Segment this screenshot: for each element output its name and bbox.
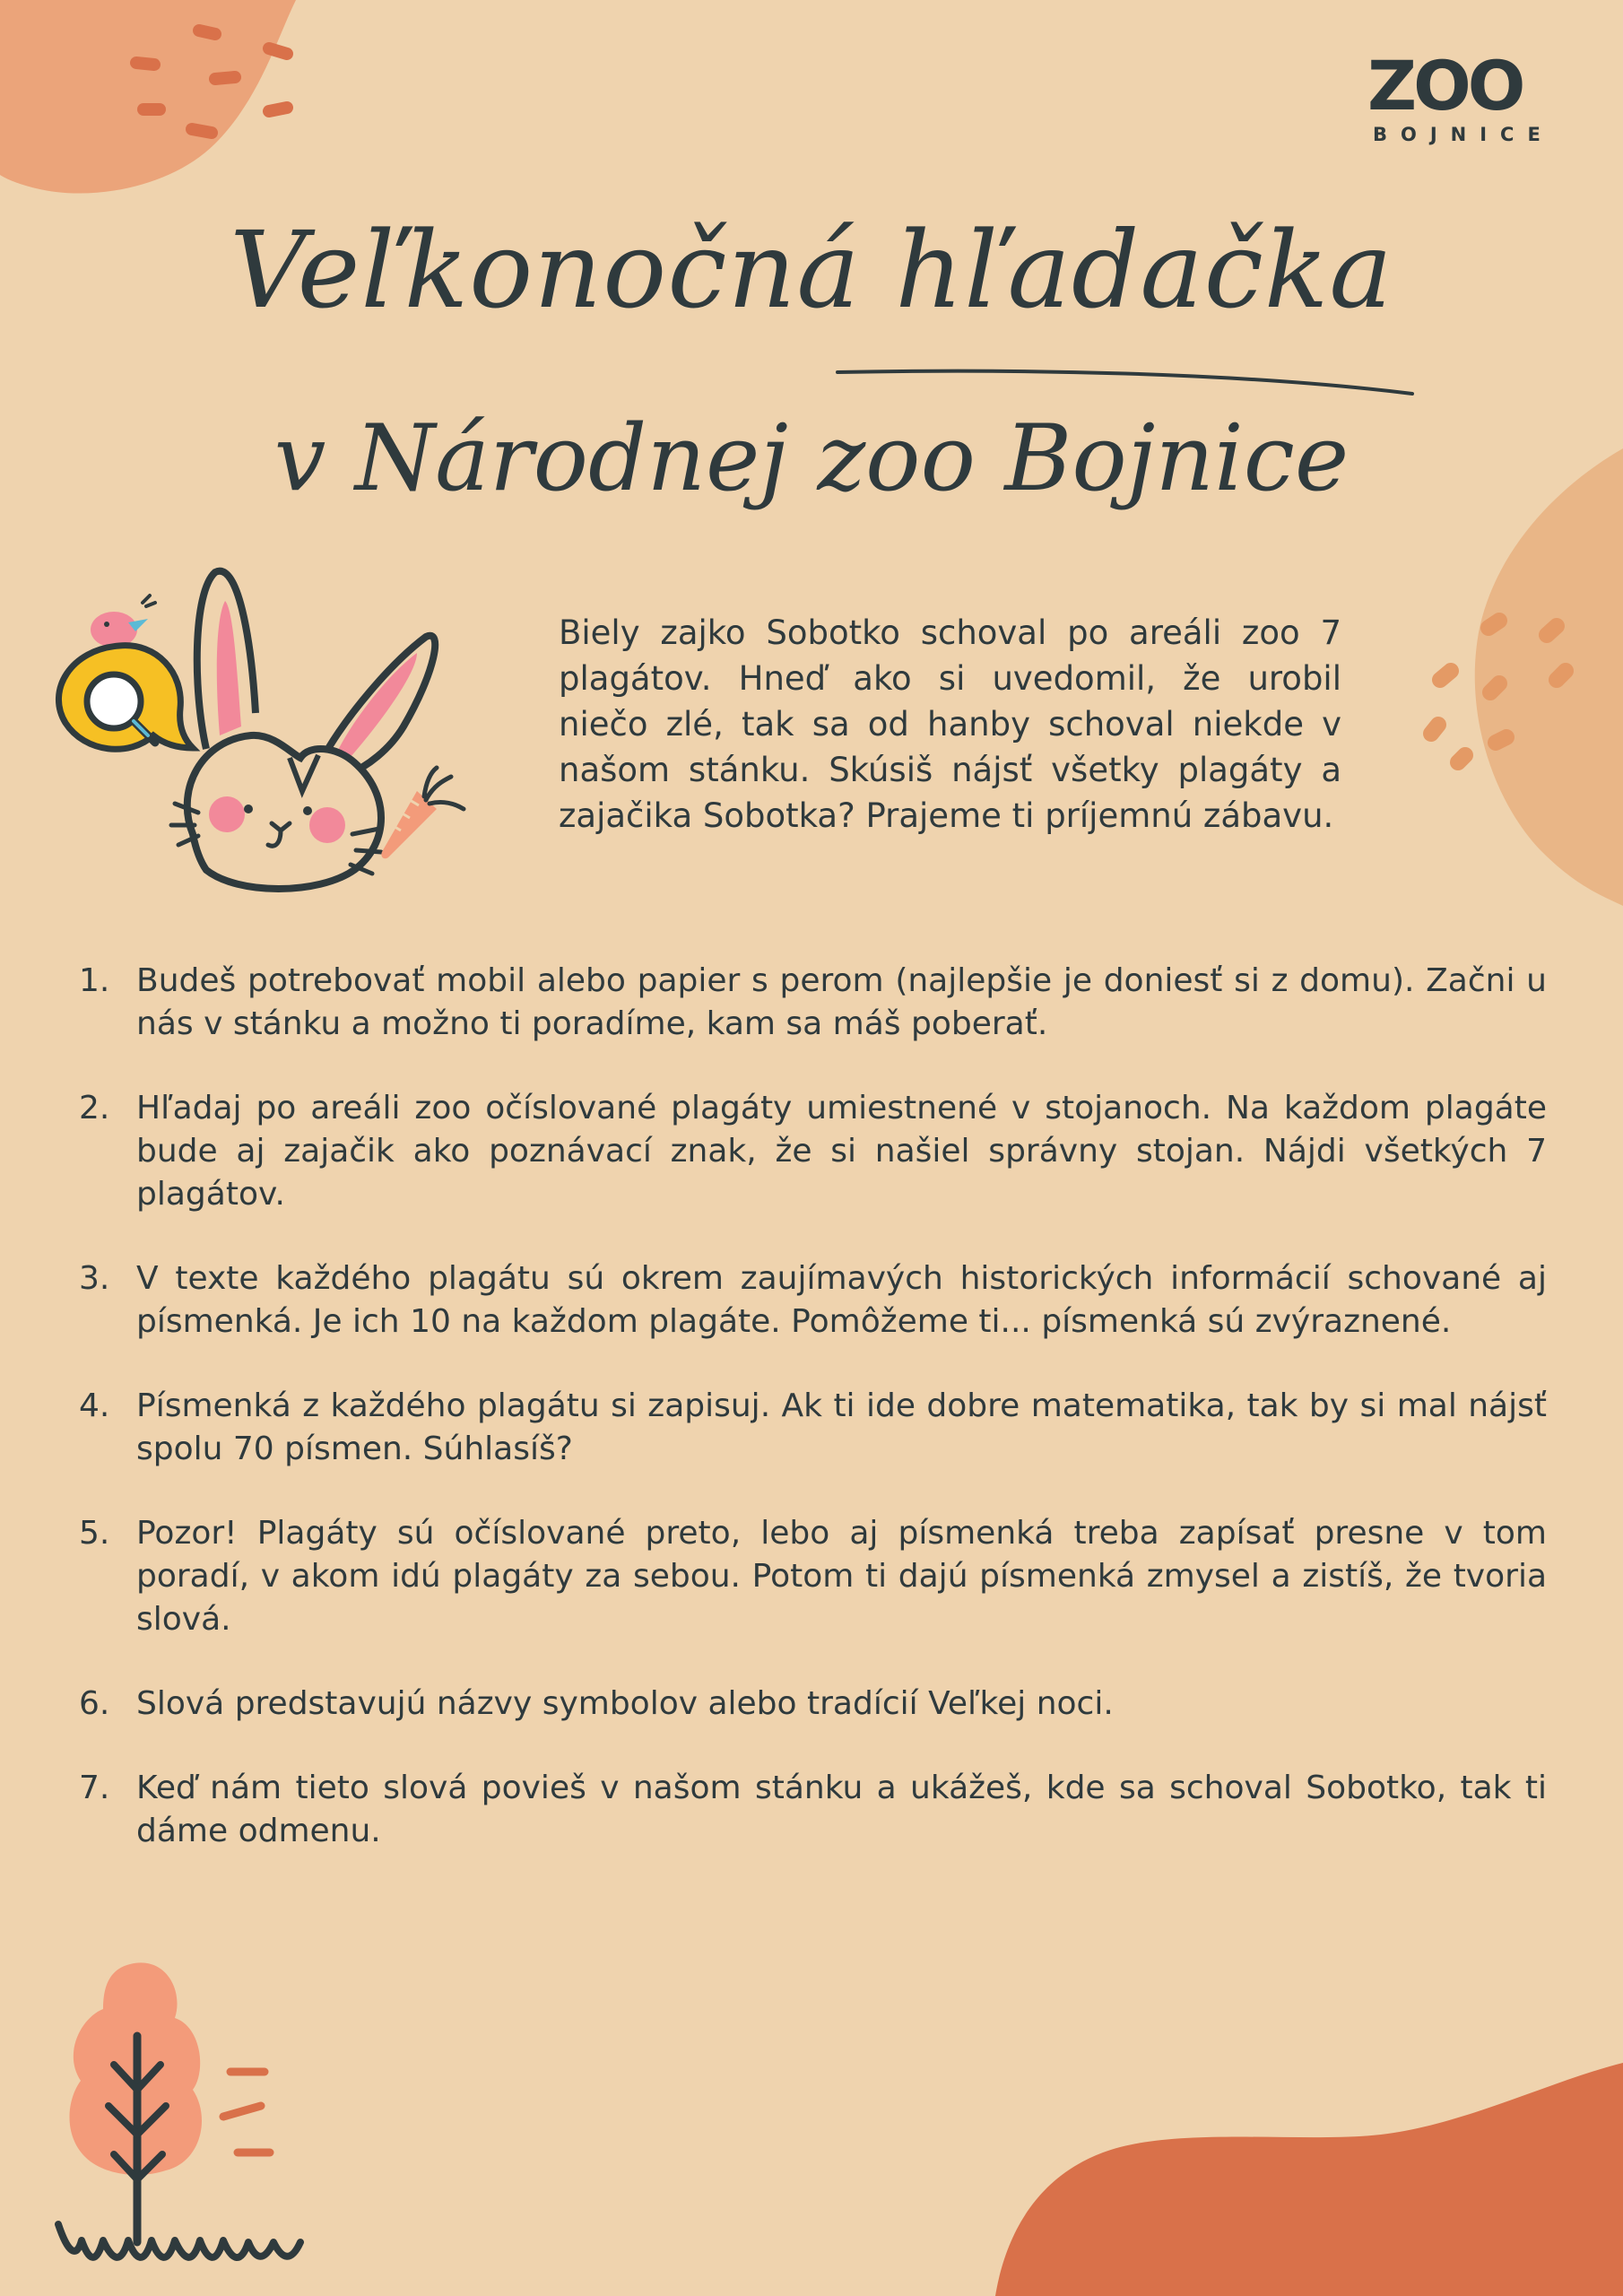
- zoo-bojnice-logo: [1367, 46, 1554, 151]
- step-number: 5.: [79, 1515, 110, 1552]
- list-item: [79, 1385, 1547, 1471]
- tree-illustration: [49, 1955, 327, 2278]
- step-text: Pozor! Plagáty sú očíslované preto, lebo aj písmenká treba zapísať presne v tom poradí, v akom idú plagáty za sebou. Potom ti dajú písmenká zmysel a zistíš, že tvoria slová.: [136, 1515, 1547, 1638]
- list-item: [79, 1683, 1547, 1726]
- step-number: 3.: [79, 1260, 110, 1297]
- intro-paragraph: Biely zajko Sobotko schoval po areáli zoo 7 plagátov. Hneď ako si uvedomil, že urobil niečo zlé, tak sa od hanby schoval niekde v našom stánku. Skúsiš nájsť všetky plagáty a zajačika Sobotka? Prajeme ti príjemnú zábavu.: [559, 613, 1341, 835]
- step-number: 6.: [79, 1685, 110, 1722]
- instructions-list: [79, 960, 1547, 1894]
- step-text: Slová predstavujú názvy symbolov alebo tradícií Veľkej noci.: [136, 1685, 1114, 1722]
- list-item: [79, 960, 1547, 1046]
- step-number: 2.: [79, 1090, 110, 1126]
- step-text: Písmenká z každého plagátu si zapisuj. Ak ti ide dobre matematika, tak by si mal nájsť spolu 70 písmen. Súhlasíš?: [136, 1387, 1547, 1467]
- step-text: Keď nám tieto slová povieš v našom stánku a ukážeš, kde sa schoval Sobotko, tak ti dáme odmenu.: [136, 1770, 1547, 1849]
- list-item: [79, 1257, 1547, 1344]
- step-text: V texte každého plagátu sú okrem zaujímavých historických informácií schované aj písmenká. Je ich 10 na každom plagáte. Pomôžeme ti... písmenká sú zvýraznené.: [136, 1260, 1547, 1340]
- page-subtitle: v Národnej zoo Bojnice: [273, 405, 1350, 512]
- right-blob: [1399, 448, 1623, 951]
- grass-squiggle: [58, 2224, 300, 2257]
- list-item: [79, 1767, 1547, 1853]
- logo-wordmark: ZOO: [1367, 46, 1523, 126]
- title-underline: [834, 363, 1417, 399]
- step-number: 4.: [79, 1387, 110, 1424]
- bottom-right-blob: [995, 2063, 1623, 2296]
- step-number: 1.: [79, 962, 110, 999]
- carrot-icon: [381, 768, 464, 858]
- logo-subtitle: BOJNICE: [1373, 124, 1554, 145]
- list-item: [79, 1087, 1547, 1216]
- step-text: Budeš potrebovať mobil alebo papier s perom (najlepšie je doniesť si z domu). Začni u nás v stánku a možno ti poradíme, kam sa máš poberať.: [136, 962, 1547, 1042]
- magnifier-bubble-icon: [58, 646, 193, 750]
- list-item: [79, 1512, 1547, 1641]
- step-text: Hľadaj po areáli zoo očíslované plagáty umiestnené v stojanoch. Na každom plagáte bude aj zajačik ako poznávací znak, že si našiel správny stojan. Nájdi všetkých 7 plagátov.: [136, 1090, 1547, 1213]
- rabbit-illustration: [49, 556, 498, 906]
- top-left-blob: [0, 0, 323, 206]
- page-title: Veľkonočná hľadačka: [230, 208, 1393, 332]
- bird-icon: [91, 596, 155, 648]
- step-number: 7.: [79, 1770, 110, 1806]
